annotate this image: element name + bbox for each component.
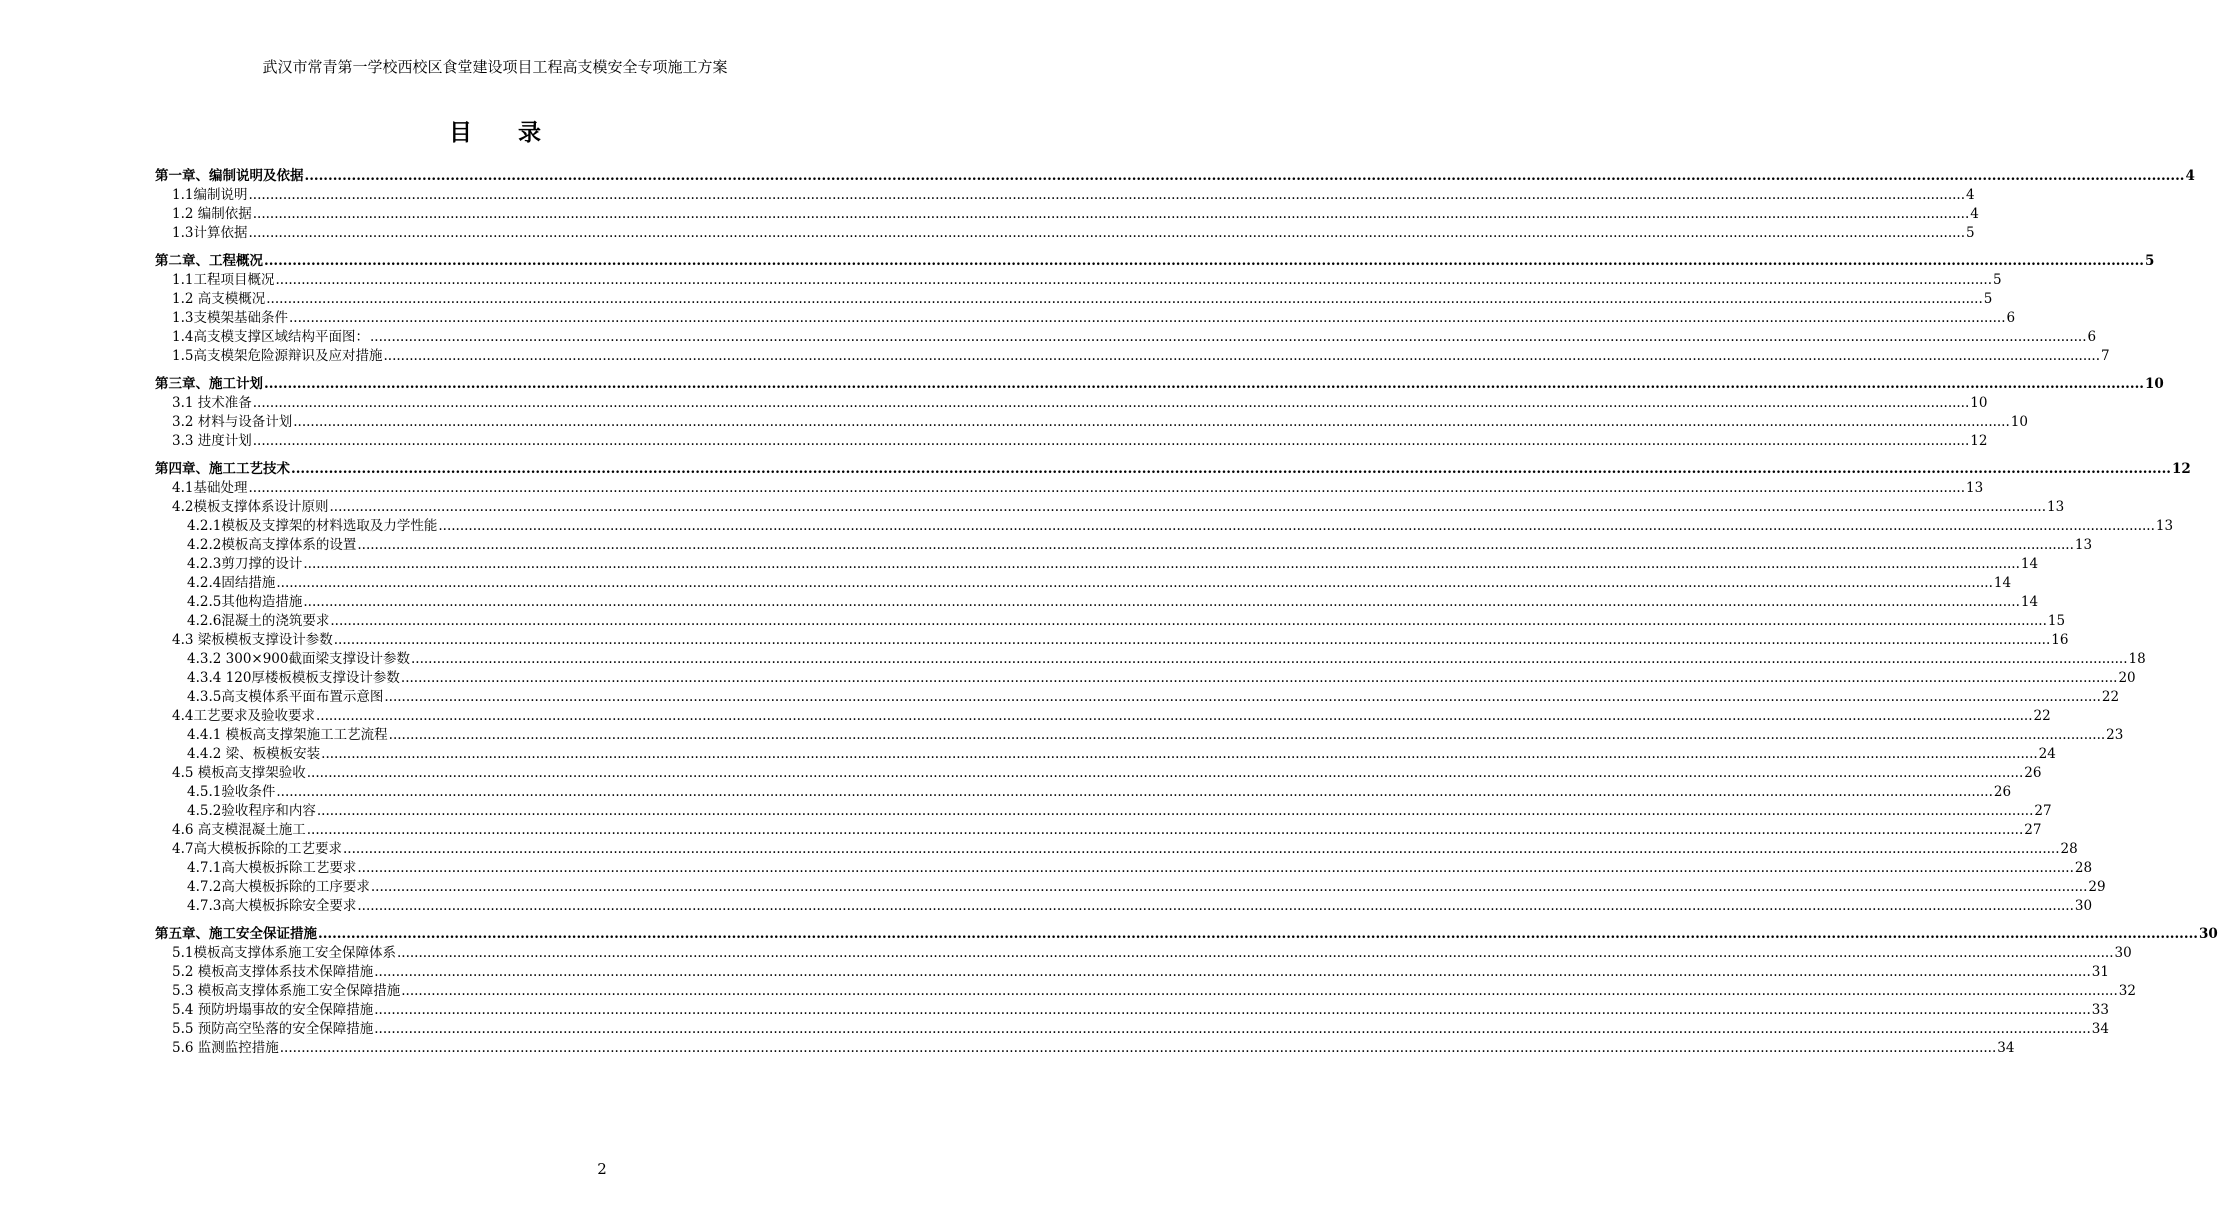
toc-entry-title: 1.2 编制依据 — [172, 206, 252, 222]
toc-entry-title: 第一章、编制说明及依据 — [155, 168, 304, 184]
toc-entry-page: 30 — [2114, 945, 2132, 961]
toc-entry[interactable] — [155, 818, 2042, 838]
toc-entry-page: 4 — [1966, 187, 1975, 203]
toc-entry-title: 3.1 技术准备 — [172, 395, 252, 411]
toc-entry-title: 5.6 监测监控措施 — [172, 1040, 279, 1056]
toc-dot-leader: ................................................................................................................................................................................................................................................................................................................................................................................................................ — [306, 822, 2024, 838]
toc-dot-leader: ................................................................................................................................................................................................................................................................................................................................................................................................................ — [438, 518, 2155, 534]
toc-dot-leader: ................................................................................................................................................................................................................................................................................................................................................................................................................ — [383, 348, 2100, 364]
toc-entry[interactable] — [155, 960, 2109, 980]
toc-dot-leader: ................................................................................................................................................................................................................................................................................................................................................................................................................ — [304, 168, 2185, 184]
toc-entry-page: 6 — [2006, 310, 2016, 326]
toc-entry-page: 13 — [1966, 480, 1984, 496]
toc-entry-page: 30 — [2198, 926, 2218, 942]
toc-entry-title: 1.2 高支模概况 — [172, 291, 266, 307]
toc-chapter-entry[interactable] — [155, 922, 2218, 942]
toc-dot-leader: ................................................................................................................................................................................................................................................................................................................................................................................................................ — [330, 613, 2047, 629]
page-number: 2 — [597, 1160, 607, 1178]
toc-entry-page: 12 — [2171, 461, 2191, 477]
toc-entry-page: 28 — [2060, 841, 2078, 857]
toc-dot-leader: ................................................................................................................................................................................................................................................................................................................................................................................................................ — [357, 898, 2074, 914]
toc-dot-leader: ................................................................................................................................................................................................................................................................................................................................................................................................................ — [357, 537, 2074, 553]
toc-entry-page: 27 — [2024, 822, 2042, 838]
toc-dot-leader: ................................................................................................................................................................................................................................................................................................................................................................................................................ — [401, 983, 2118, 999]
toc-entry[interactable] — [155, 1017, 2109, 1037]
toc-entry-page: 5 — [2144, 253, 2155, 269]
toc-dot-leader: ................................................................................................................................................................................................................................................................................................................................................................................................................ — [252, 433, 1970, 449]
toc-entry-page: 4 — [1970, 206, 1979, 222]
toc-entry[interactable] — [155, 325, 2097, 345]
toc-entry[interactable] — [155, 761, 2042, 781]
toc-dot-leader: ................................................................................................................................................................................................................................................................................................................................................................................................................ — [329, 499, 2046, 515]
toc-entry-title: 3.2 材料与设备计划 — [172, 414, 293, 430]
toc-entry-title: 5.3 模板高支撑体系施工安全保障措施 — [172, 983, 401, 999]
toc-entry[interactable] — [155, 979, 2136, 999]
toc-dot-leader: ................................................................................................................................................................................................................................................................................................................................................................................................................ — [266, 291, 1983, 307]
toc-entry[interactable] — [155, 609, 2066, 629]
toc-entry-page: 31 — [2091, 964, 2109, 980]
toc-entry-title: 4.7.3高大模板拆除安全要求 — [187, 898, 357, 914]
toc-entry[interactable] — [155, 183, 1975, 203]
toc-entry[interactable] — [155, 410, 2028, 430]
toc-entry-page: 5 — [1966, 225, 1975, 241]
toc-entry-title: 4.2.5其他构造措施 — [187, 594, 303, 610]
toc-entry[interactable] — [155, 287, 1993, 307]
toc-dot-leader: ................................................................................................................................................................................................................................................................................................................................................................................................................ — [291, 461, 2171, 477]
toc-entry-title: 1.5高支模架危险源辩识及应对措施 — [172, 348, 383, 364]
toc-dot-leader: ................................................................................................................................................................................................................................................................................................................................................................................................................ — [400, 670, 2118, 686]
toc-chapter-entry[interactable] — [155, 457, 2191, 477]
toc-entry-page: 5 — [1983, 291, 1993, 307]
toc-entry-title: 4.4工艺要求及验收要求 — [172, 708, 315, 724]
toc-entry-title: 1.4高支模支撑区域结构平面图： — [172, 329, 369, 345]
table-of-contents — [155, 164, 2218, 1056]
toc-entry-page: 12 — [1970, 433, 1988, 449]
toc-dot-leader: ................................................................................................................................................................................................................................................................................................................................................................................................................ — [333, 632, 2051, 648]
toc-entry-title: 4.3.5高支模体系平面布置示意图 — [187, 689, 384, 705]
toc-entry[interactable] — [155, 202, 1979, 222]
toc-chapter-entry[interactable] — [155, 164, 2195, 184]
toc-entry-title: 4.1基础处理 — [172, 480, 248, 496]
toc-entry-title: 第二章、工程概况 — [155, 253, 263, 269]
toc-entry[interactable] — [155, 552, 2039, 572]
toc-entry[interactable] — [155, 799, 2052, 819]
toc-entry-page: 22 — [2101, 689, 2120, 705]
toc-entry-title: 4.4.1 模板高支撑架施工工艺流程 — [187, 727, 388, 743]
toc-dot-leader: ................................................................................................................................................................................................................................................................................................................................................................................................................ — [384, 689, 2101, 705]
toc-entry-title: 4.5.2验收程序和内容 — [187, 803, 316, 819]
toc-entry-page: 16 — [2051, 632, 2069, 648]
toc-entry-page: 23 — [2106, 727, 2124, 743]
toc-entry-title: 4.3.2 300×900截面梁支撑设计参数 — [187, 651, 410, 667]
toc-dot-leader: ................................................................................................................................................................................................................................................................................................................................................................................................................ — [318, 926, 2198, 942]
toc-entry-page: 14 — [2020, 594, 2039, 610]
toc-entry[interactable] — [155, 306, 2016, 326]
toc-entry-title: 第四章、施工工艺技术 — [155, 461, 290, 477]
toc-entry-page: 13 — [2047, 499, 2065, 515]
toc-entry-page: 10 — [1970, 395, 1988, 411]
toc-dot-leader: ................................................................................................................................................................................................................................................................................................................................................................................................................ — [315, 708, 2033, 724]
toc-entry[interactable] — [155, 476, 1984, 496]
toc-entry-page: 32 — [2118, 983, 2136, 999]
toc-dot-leader: ................................................................................................................................................................................................................................................................................................................................................................................................................ — [248, 225, 1965, 241]
toc-entry-title: 4.5 模板高支撑架验收 — [172, 765, 306, 781]
toc-entry-page: 26 — [2024, 765, 2042, 781]
toc-dot-leader: ................................................................................................................................................................................................................................................................................................................................................................................................................ — [374, 1002, 2091, 1018]
toc-entry-title: 5.1模板高支撑体系施工安全保障体系 — [172, 945, 396, 961]
toc-entry[interactable] — [155, 856, 2093, 876]
toc-dot-leader: ................................................................................................................................................................................................................................................................................................................................................................................................................ — [396, 945, 2114, 961]
toc-dot-leader: ................................................................................................................................................................................................................................................................................................................................................................................................................ — [369, 329, 2087, 345]
toc-entry[interactable] — [155, 723, 2124, 743]
toc-entry-page: 10 — [2010, 414, 2028, 430]
toc-entry-title: 4.7.2高大模板拆除的工序要求 — [187, 879, 370, 895]
toc-dot-leader: ................................................................................................................................................................................................................................................................................................................................................................................................................ — [275, 272, 1992, 288]
toc-entry-page: 24 — [2038, 746, 2056, 762]
page-title: 目 录 — [449, 119, 541, 146]
toc-entry-title: 4.2.2模板高支撑体系的设置 — [187, 537, 357, 553]
toc-dot-leader: ................................................................................................................................................................................................................................................................................................................................................................................................................ — [288, 310, 2006, 326]
toc-dot-leader: ................................................................................................................................................................................................................................................................................................................................................................................................................ — [374, 1021, 2091, 1037]
toc-dot-leader: ................................................................................................................................................................................................................................................................................................................................................................................................................ — [252, 206, 1970, 222]
toc-entry-page: 5 — [1993, 272, 2002, 288]
toc-entry-title: 3.3 进度计划 — [172, 433, 252, 449]
toc-entry[interactable] — [155, 780, 2012, 800]
toc-entry[interactable] — [155, 268, 2002, 288]
toc-chapter-entry[interactable] — [155, 249, 2155, 269]
toc-entry[interactable] — [155, 514, 2174, 534]
toc-entry-title: 1.1编制说明 — [172, 187, 248, 203]
toc-dot-leader: ................................................................................................................................................................................................................................................................................................................................................................................................................ — [370, 879, 2088, 895]
toc-entry-title: 4.5.1验收条件 — [187, 784, 276, 800]
toc-entry[interactable] — [155, 590, 2039, 610]
toc-dot-leader: ................................................................................................................................................................................................................................................................................................................................................................................................................ — [316, 803, 2034, 819]
toc-dot-leader: ................................................................................................................................................................................................................................................................................................................................................................................................................ — [293, 414, 2010, 430]
toc-entry[interactable] — [155, 875, 2106, 895]
toc-entry-page: 28 — [2074, 860, 2093, 876]
toc-dot-leader: ................................................................................................................................................................................................................................................................................................................................................................................................................ — [264, 376, 2144, 392]
toc-entry-page: 6 — [2087, 329, 2097, 345]
toc-entry-page: 26 — [1993, 784, 2012, 800]
toc-entry-title: 1.1工程项目概况 — [172, 272, 275, 288]
toc-entry[interactable] — [155, 533, 2093, 553]
toc-entry-page: 14 — [2020, 556, 2039, 572]
toc-entry-title: 第五章、施工安全保证措施 — [155, 926, 317, 942]
toc-entry-page: 30 — [2074, 898, 2093, 914]
toc-entry-page: 13 — [2074, 537, 2093, 553]
toc-dot-leader: ................................................................................................................................................................................................................................................................................................................................................................................................................ — [279, 1040, 1997, 1056]
toc-entry-title: 5.4 预防坍塌事故的安全保障措施 — [172, 1002, 374, 1018]
toc-entry-title: 4.4.2 梁、板模板安装 — [187, 746, 321, 762]
toc-entry[interactable] — [155, 1036, 2015, 1056]
toc-entry-title: 4.2模板支撑体系设计原则 — [172, 499, 329, 515]
toc-entry-page: 29 — [2088, 879, 2106, 895]
page-header: 武汉市常青第一学校西校区食堂建设项目工程高支模安全专项施工方案 — [262, 58, 728, 76]
toc-entry-page: 4 — [2185, 168, 2195, 184]
toc-entry-page: 10 — [2144, 376, 2164, 392]
toc-entry[interactable] — [155, 894, 2093, 914]
toc-entry[interactable] — [155, 837, 2078, 857]
toc-entry-title: 4.7高大模板拆除的工艺要求 — [172, 841, 342, 857]
toc-entry-title: 4.3.4 120厚楼板模板支撑设计参数 — [187, 670, 400, 686]
toc-entry-title: 1.3计算依据 — [172, 225, 248, 241]
toc-dot-leader: ................................................................................................................................................................................................................................................................................................................................................................................................................ — [248, 480, 1965, 496]
toc-entry-title: 4.2.6混凝土的浇筑要求 — [187, 613, 330, 629]
toc-entry[interactable] — [155, 742, 2056, 762]
toc-entry[interactable] — [155, 571, 2012, 591]
toc-entry[interactable] — [155, 391, 1988, 411]
toc-entry-page: 14 — [1993, 575, 2012, 591]
toc-dot-leader: ................................................................................................................................................................................................................................................................................................................................................................................................................ — [388, 727, 2106, 743]
toc-dot-leader: ................................................................................................................................................................................................................................................................................................................................................................................................................ — [321, 746, 2038, 762]
toc-entry-page: 27 — [2034, 803, 2052, 819]
toc-entry-page: 33 — [2091, 1002, 2109, 1018]
toc-dot-leader: ................................................................................................................................................................................................................................................................................................................................................................................................................ — [411, 651, 2128, 667]
toc-dot-leader: ................................................................................................................................................................................................................................................................................................................................................................................................................ — [357, 860, 2074, 876]
toc-dot-leader: ................................................................................................................................................................................................................................................................................................................................................................................................................ — [342, 841, 2060, 857]
toc-entry-page: 7 — [2101, 348, 2110, 364]
toc-entry[interactable] — [155, 221, 1975, 241]
toc-entry[interactable] — [155, 704, 2051, 724]
toc-entry[interactable] — [155, 666, 2136, 686]
toc-entry-page: 34 — [2091, 1021, 2109, 1037]
toc-entry-title: 第三章、施工计划 — [155, 376, 263, 392]
toc-dot-leader: ................................................................................................................................................................................................................................................................................................................................................................................................................ — [248, 187, 1965, 203]
toc-dot-leader: ................................................................................................................................................................................................................................................................................................................................................................................................................ — [303, 556, 2020, 572]
toc-entry-title: 4.7.1高大模板拆除工艺要求 — [187, 860, 357, 876]
toc-chapter-entry[interactable] — [155, 372, 2164, 392]
toc-entry-title: 5.5 预防高空坠落的安全保障措施 — [172, 1021, 374, 1037]
toc-dot-leader: ................................................................................................................................................................................................................................................................................................................................................................................................................ — [374, 964, 2091, 980]
toc-entry-title: 4.2.1模板及支撑架的材料选取及力学性能 — [187, 518, 438, 534]
toc-entry-title: 4.6 高支模混凝土施工 — [172, 822, 306, 838]
toc-entry[interactable] — [155, 429, 1988, 449]
toc-entry-title: 1.3支模架基础条件 — [172, 310, 288, 326]
toc-dot-leader: ................................................................................................................................................................................................................................................................................................................................................................................................................ — [264, 253, 2144, 269]
toc-entry[interactable] — [155, 941, 2132, 961]
toc-entry-page: 34 — [1997, 1040, 2015, 1056]
toc-entry-title: 4.3 梁板模板支撑设计参数 — [172, 632, 333, 648]
toc-entry[interactable] — [155, 344, 2110, 364]
toc-entry-page: 15 — [2047, 613, 2066, 629]
toc-dot-leader: ................................................................................................................................................................................................................................................................................................................................................................................................................ — [306, 765, 2024, 781]
toc-entry[interactable] — [155, 998, 2109, 1018]
toc-dot-leader: ................................................................................................................................................................................................................................................................................................................................................................................................................ — [276, 575, 1993, 591]
toc-dot-leader: ................................................................................................................................................................................................................................................................................................................................................................................................................ — [303, 594, 2020, 610]
toc-entry[interactable] — [155, 628, 2069, 648]
toc-dot-leader: ................................................................................................................................................................................................................................................................................................................................................................................................................ — [276, 784, 1993, 800]
toc-entry-page: 20 — [2118, 670, 2136, 686]
toc-entry-title: 4.2.4固结措施 — [187, 575, 276, 591]
toc-entry[interactable] — [155, 495, 2065, 515]
toc-entry[interactable] — [155, 647, 2146, 667]
toc-dot-leader: ................................................................................................................................................................................................................................................................................................................................................................................................................ — [252, 395, 1970, 411]
toc-entry-page: 18 — [2128, 651, 2146, 667]
toc-entry-page: 22 — [2033, 708, 2051, 724]
toc-entry-title: 5.2 模板高支撑体系技术保障措施 — [172, 964, 374, 980]
toc-entry-page: 13 — [2155, 518, 2174, 534]
toc-entry-title: 4.2.3剪刀撑的设计 — [187, 556, 303, 572]
toc-entry[interactable] — [155, 685, 2120, 705]
